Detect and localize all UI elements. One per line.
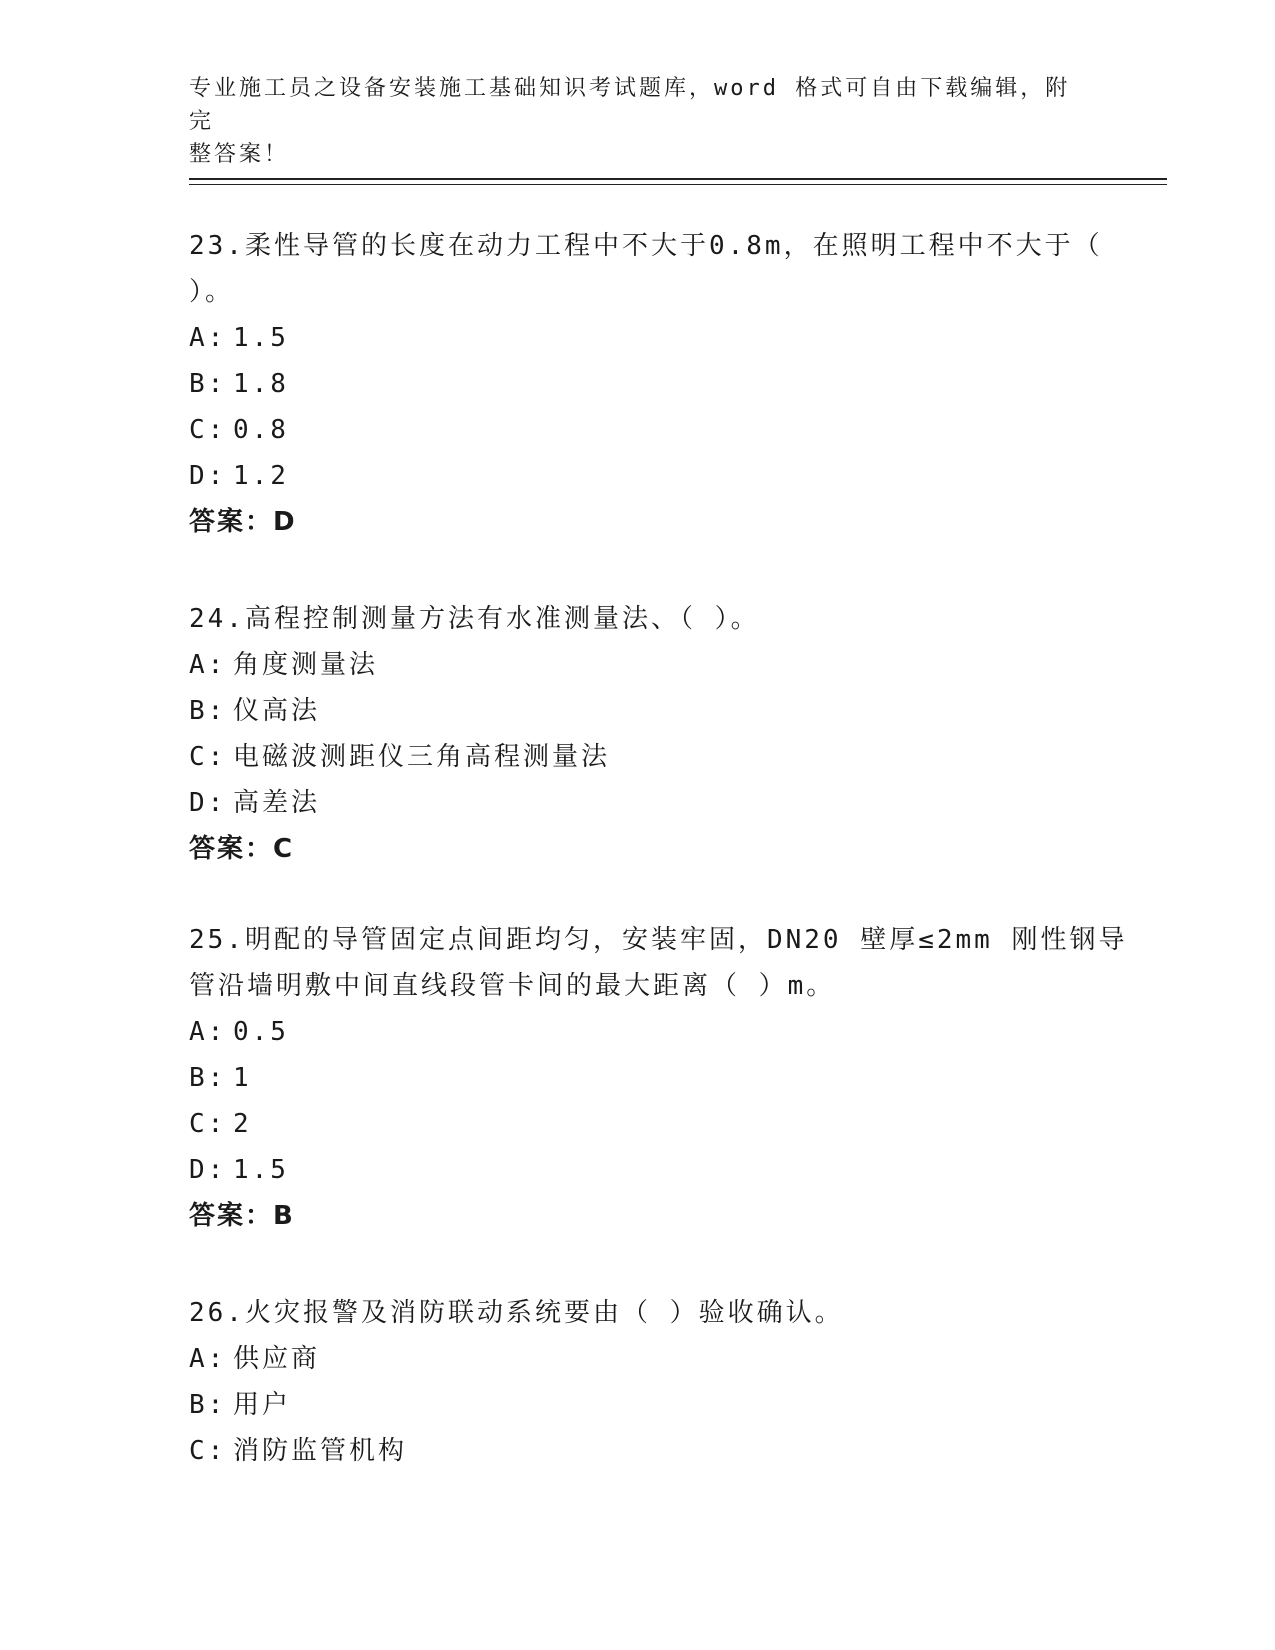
answer: 答案：C — [189, 834, 295, 864]
header-divider-top — [189, 178, 1167, 180]
option-c: C: 电磁波测距仪三角高程测量法 — [189, 742, 611, 772]
option-a: A: 供应商 — [189, 1344, 321, 1374]
option-b: B: 仪高法 — [189, 696, 321, 726]
header-divider-bottom — [189, 184, 1167, 185]
question-stem-line: 26.火灾报警及消防联动系统要由（ ）验收确认。 — [189, 1298, 844, 1328]
question-24 — [189, 596, 1089, 872]
question-stem-line: 管沿墙明敷中间直线段管卡间的最大距离（ ）m。 — [189, 971, 836, 1001]
option-b: B: 用户 — [189, 1390, 292, 1420]
question-stem-line: 24.高程控制测量方法有水准测量法、（ ）。 — [189, 604, 760, 634]
option-a: A: 0.5 — [189, 1017, 289, 1047]
option-d: D: 1.5 — [189, 1155, 289, 1185]
question-stem — [189, 1290, 1089, 1336]
question-stem-line: ）。 — [189, 277, 235, 307]
answer: 答案：D — [189, 507, 297, 537]
option-d: D: 1.2 — [189, 461, 289, 491]
option-a: A: 角度测量法 — [189, 650, 379, 680]
option-c: C: 2 — [189, 1109, 252, 1139]
question-stem — [189, 596, 1089, 642]
option-a: A: 1.5 — [189, 323, 289, 353]
question-stem — [189, 223, 1103, 315]
question-23 — [189, 223, 1103, 545]
question-stem-line: 23.柔性导管的长度在动力工程中不大于0.8m，在照明工程中不大于（ — [189, 231, 1103, 261]
option-b: B: 1.8 — [189, 369, 289, 399]
option-c: C: 0.8 — [189, 415, 289, 445]
question-stem — [189, 917, 1128, 1009]
option-c: C: 消防监管机构 — [189, 1436, 408, 1466]
answer: 答案：B — [189, 1201, 295, 1231]
question-25 — [189, 917, 1128, 1239]
option-b: B: 1 — [189, 1063, 252, 1093]
question-26 — [189, 1290, 1089, 1474]
option-d: D: 高差法 — [189, 788, 321, 818]
question-stem-line: 25.明配的导管固定点间距均匀，安装牢固，DN20 壁厚≤2mm 刚性钢导 — [189, 925, 1128, 955]
document-header: 专业施工员之设备安装施工基础知识考试题库，word 格式可自由下载编辑，附完 整答案！ — [189, 76, 1071, 167]
